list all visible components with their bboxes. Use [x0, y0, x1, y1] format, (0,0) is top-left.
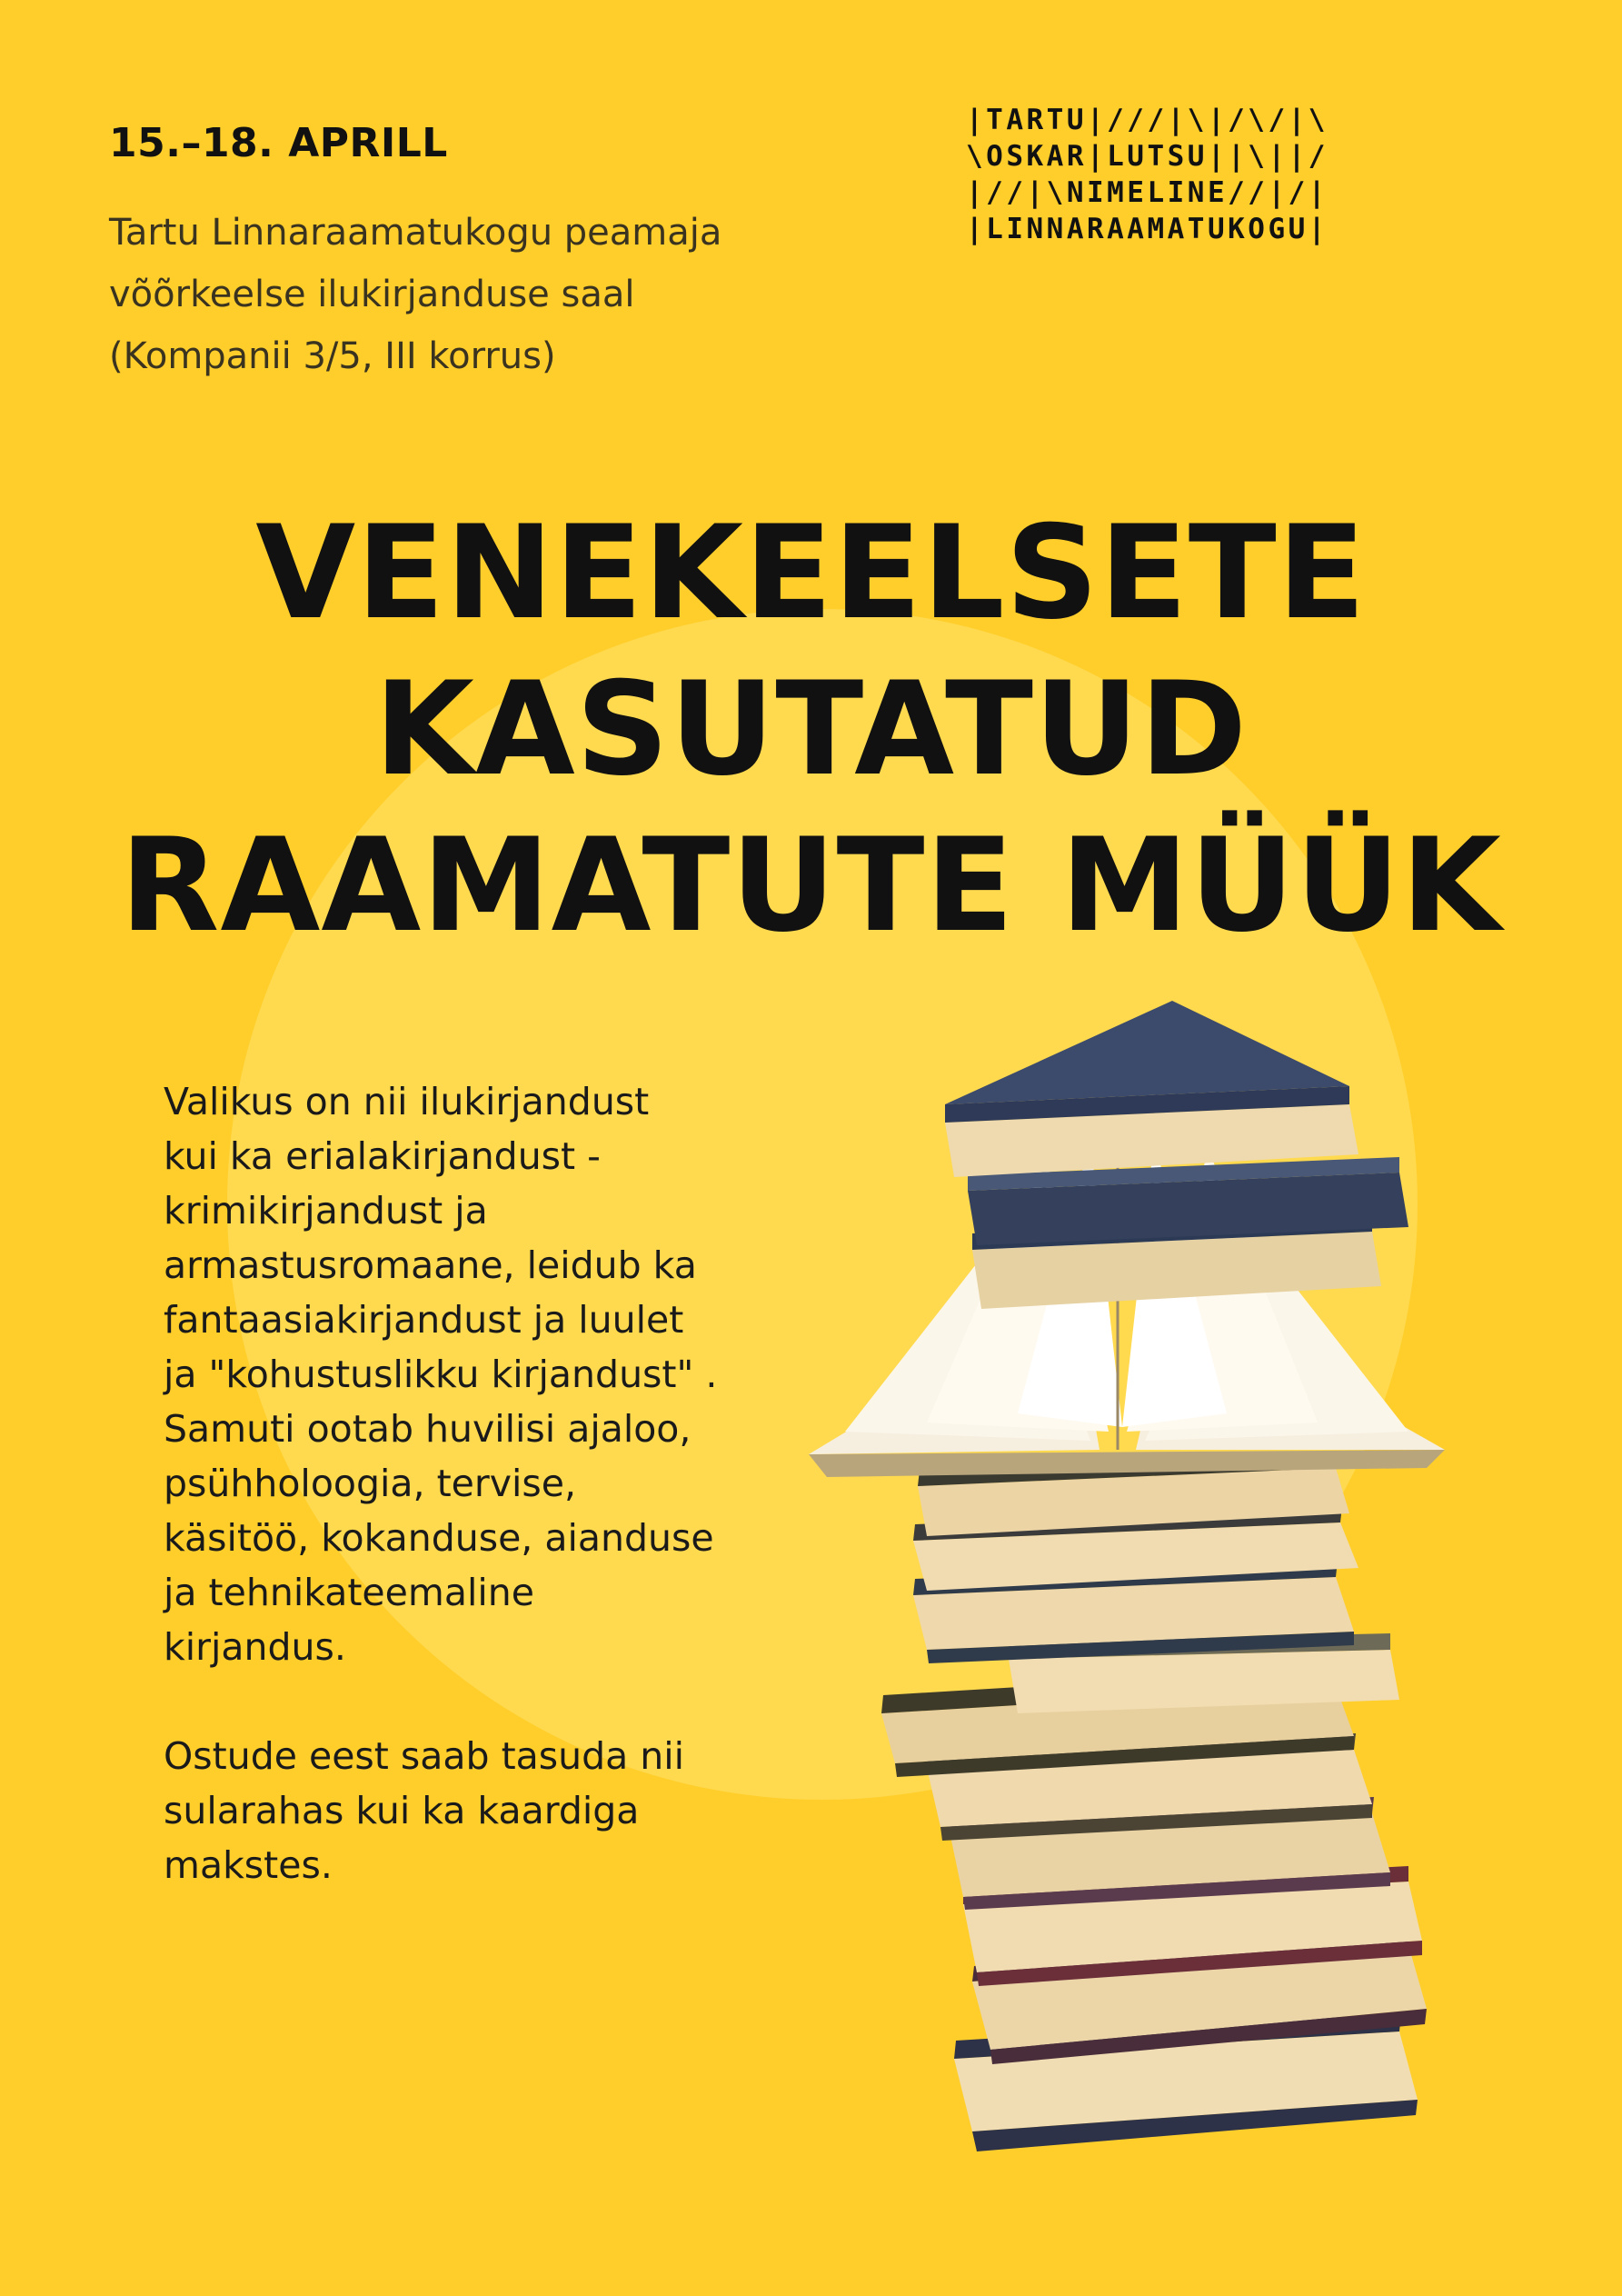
- description-line: Valikus on nii ilukirjandust: [164, 1080, 650, 1123]
- paragraph-gap: [164, 1674, 854, 1729]
- payment-line: sularahas kui ka kaardiga: [164, 1789, 640, 1832]
- event-venue: [109, 202, 927, 387]
- book-stack-image: [791, 995, 1463, 2159]
- description-line: ja "kohustuslikku kirjandust" .: [164, 1353, 718, 1396]
- event-date: 15.–18. APRILL: [109, 120, 448, 166]
- title-line: VENEKEELSETE: [255, 498, 1367, 648]
- venue-line: Tartu Linnaraamatukogu peamaja: [109, 212, 722, 254]
- poster-title: [0, 495, 1622, 964]
- description: [164, 1074, 854, 1892]
- book: [945, 1001, 1358, 1177]
- description-line: kirjandus.: [164, 1625, 346, 1669]
- logo-line: |TARTU|///|\|/\/|\: [966, 104, 1328, 136]
- payment-line: makstes.: [164, 1843, 333, 1887]
- venue-line: võõrkeelse ilukirjanduse saal: [109, 274, 635, 315]
- library-logo: [966, 102, 1328, 247]
- title-line: KASUTATUD: [373, 654, 1249, 804]
- venue-line: (Kompanii 3/5, III korrus): [109, 335, 556, 377]
- title-line: RAAMATUTE MÜÜK: [120, 811, 1502, 961]
- description-line: fantaasiakirjandust ja luulet: [164, 1298, 684, 1342]
- logo-line: |//|\NIMELINE//|/|: [966, 176, 1328, 209]
- logo-line: |LINNARAAMATUKOGU|: [966, 213, 1328, 245]
- description-line: krimikirjandust ja: [164, 1189, 488, 1233]
- payment-line: Ostude eest saab tasuda nii: [164, 1734, 685, 1778]
- description-line: ja tehnikateemaline: [164, 1571, 534, 1614]
- description-line: psühholoogia, tervise,: [164, 1462, 577, 1505]
- description-line: Samuti ootab huvilisi ajaloo,: [164, 1407, 692, 1451]
- description-line: kui ka erialakirjandust -: [164, 1134, 601, 1178]
- description-line: käsitöö, kokanduse, aianduse: [164, 1516, 714, 1560]
- logo-line: \OSKAR|LUTSU||\||/: [966, 140, 1328, 173]
- description-line: armastusromaane, leidub ka: [164, 1243, 697, 1287]
